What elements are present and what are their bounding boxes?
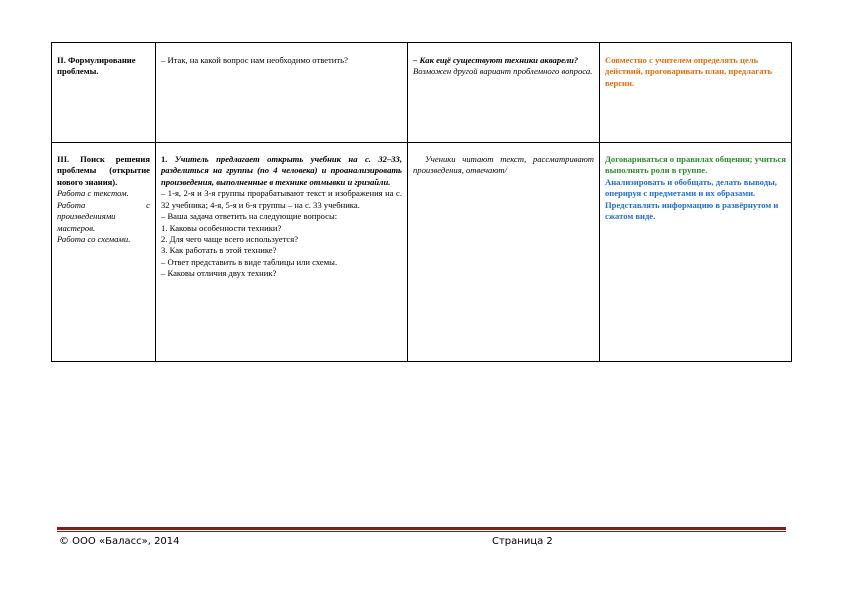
uud-cognitive: Анализировать и обобщать, делать выводы, оперируя с предметами и их образами. Представлять информацию в развёрнутом и сжатом виде. xyxy=(605,176,779,222)
students-cell xyxy=(408,143,600,362)
stage-title: III. Поиск решения проблемы (открытие нового знания). xyxy=(57,154,150,187)
teacher-task: – Ваша задача ответить на следующие вопросы: xyxy=(161,211,338,222)
teacher-cell xyxy=(156,43,408,143)
uud-regulative: Совместно с учителем определять цель действий, проговаривать план, предлагать версии. xyxy=(605,55,773,88)
teacher-cell xyxy=(156,143,408,362)
uud-communicative: Договариваться о правилах общения; учиться выполнять роли в группе. xyxy=(605,154,786,176)
step-number: 1. xyxy=(161,154,168,164)
stage-cell xyxy=(52,143,156,362)
uud-cell xyxy=(600,43,792,143)
footer-copyright: © ООО «Баласс», 2014 xyxy=(59,536,180,547)
difference-question: – Каковы отличия двух техник? xyxy=(161,268,277,279)
page-number: Страница 2 xyxy=(492,536,553,547)
stage-item: Работа со схемами. xyxy=(57,233,131,244)
question-item: 2. Для чего чаще всего используется? xyxy=(161,233,299,244)
question-item: 3. Как работать в этой технике? xyxy=(161,245,277,256)
stage-item: Работа с произведениями мастеров. xyxy=(57,199,150,233)
teacher-instruction: Учитель предлагает открыть учебник на с. 32–33, разделиться на группы (по 4 человека) и проанализировать произведения, выполненные в технике отмывки и гризайли. xyxy=(161,154,402,187)
teacher-groups: – 1-я, 2-я и 3-я группы прорабатывают текст и изображения на с. 32 учебника; 4-я, 5-я и 6-я группы – на с. 33 учебника. xyxy=(161,188,402,210)
table-row xyxy=(52,43,792,143)
footer-divider xyxy=(57,527,786,530)
stage-cell xyxy=(52,43,156,143)
footer-divider xyxy=(57,531,786,532)
stage-item: Работа с текстом. xyxy=(57,188,129,199)
students-cell xyxy=(408,43,600,143)
question-item: 1. Каковы особенности техники? xyxy=(161,222,282,233)
table-row xyxy=(52,143,792,362)
uud-cell xyxy=(600,143,792,362)
answer-form: – Ответ представить в виде таблицы или схемы. xyxy=(161,256,338,267)
teacher-text: – Итак, на какой вопрос нам необходимо ответить? xyxy=(161,55,348,65)
problem-note: Возможен другой вариант проблемного вопроса. xyxy=(413,66,593,77)
stage-title: II. Формулирование проблемы. xyxy=(57,55,136,77)
lesson-table xyxy=(51,42,792,362)
students-activity: Ученики читают текст, рассматривают произведения, отвечают/ xyxy=(413,154,594,176)
problem-question: – Как ещё существуют техники акварели? xyxy=(413,55,579,65)
